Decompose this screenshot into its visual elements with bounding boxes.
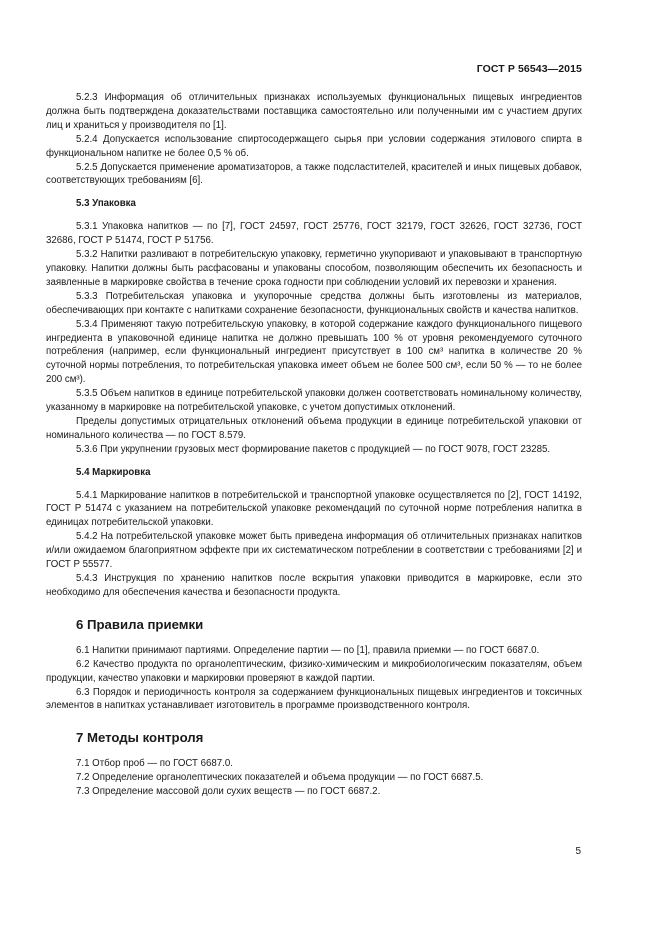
paragraph-7-1: 7.1 Отбор проб — по ГОСТ 6687.0. [76,758,233,770]
paragraph-7-3: 7.3 Определение массовой доли сухих веществ — по ГОСТ 6687.2. [76,786,381,798]
subheading-5-4: 5.4 Маркировка [76,466,151,478]
paragraph-5-4-2: 5.4.2 На потребительской упаковке может быть приведена информация об отличительных признаках напитков и/или ожидаемом благоприятном эффекте при их систематическом потреблении в соответствии с требованиями [2] и ГОСТ Р 55577. [46,531,582,571]
paragraph-6-3: 6.3 Порядок и периодичность контроля за содержанием функциональных пищевых ингредиентов и токсичных элементов в напитках устанавливает изготовитель в программе производственного контроля. [46,686,582,712]
document-body [46,91,582,799]
paragraph-5-4-3: 5.4.3 Инструкция по хранению напитков после вскрытия упаковки приводится в маркировке, если это необходимо для обеспечения качества и безопасности продукта. [46,573,582,598]
paragraph-5-3-6: 5.3.6 При укрупнении грузовых мест формирование пакетов с продукцией — по ГОСТ 9078, ГОСТ 23285. [76,443,551,455]
paragraph-5-3-2: 5.3.2 Напитки разливают в потребительскую упаковку, герметично укупоривают и упаковывают в транспортную упаковку. Напитки должны быть расфасованы и упакованы способом, позволяющим обеспечить их безопасность и заявленные в маркировке свойства в течение срока годности при соблюдении условий их перевозки и хранения. [46,249,582,288]
subheading-5-3: 5.3 Упаковка [76,198,136,210]
paragraph-6-2: 6.2 Качество продукта по органолептическим, физико-химическим и микробиологическим показателям, объем продукции, качество упаковки и маркировки проверяют в каждой партии. [46,658,582,684]
paragraph-5-3-3: 5.3.3 Потребительская упаковка и укупорочные средства должны быть изготовлены из материалов, обеспечивающих при контакте с напитками сохранение безопасности, функциональных свойств и качества напитков. [46,290,582,316]
page-number: 5 [575,846,581,857]
paragraph-7-2: 7.2 Определение органолептических показателей и объема продукции — по ГОСТ 6687.5. [76,772,484,784]
paragraph-6-1: 6.1 Напитки принимают партиями. Определение партии — по [1], правила приемки — по ГОСТ 6687.0. [76,644,540,656]
paragraph-5-2-4: 5.2.4 Допускается использование спиртосодержащего сырья при условии содержания этилового спирта в функциональном напитке не более 0,5 % об. [46,133,582,159]
document-code: ГОСТ Р 56543—2015 [476,63,582,75]
paragraph-5-2-5: 5.2.5 Допускается применение ароматизаторов, а также подсластителей, красителей и иных пищевых добавок, соответствующих требованиям [6]. [46,161,582,187]
paragraph-5-4-1: 5.4.1 Маркирование напитков в потребительской и транспортной упаковке осуществляется по [2], ГОСТ 14192, ГОСТ Р 51474 с указанием на потребительской упаковке рекомендаций по суточной норме потребления напитка в единицах потребительской упаковки. [46,489,582,529]
paragraph-5-3-4: 5.3.4 Применяют такую потребительскую упаковку, в которой содержание каждого функционального пищевого ингредиента в упаковочной единице напитка не должно превышать 100 % от уровня рекомендуемого суточного потребления (например, если функциональный ингредиент присутствует в 100 см³ напитка в количестве 20 % суточной нормы потребления, то потребительская упаковка имеет объем не более 500 см³, если 50 % — то не более 200 см³). [46,318,582,386]
section-heading-6: 6 Правила приемки [76,616,204,632]
paragraph-5-3-5-limits: Пределы допустимых отрицательных отклонений объема продукции в единице потребительской упаковки от номинального количества — по ГОСТ 8.579. [46,415,582,441]
section-heading-7: 7 Методы контроля [76,730,204,746]
paragraph-5-3-5: 5.3.5 Объем напитков в единице потребительской упаковки должен соответствовать номинальному количеству, указанному в маркировке на потребительской упаковке, с учетом допустимых отклонений. [46,388,582,414]
paragraph-5-2-3: 5.2.3 Информация об отличительных признаках используемых функциональных пищевых ингредиентов должна быть подтверждена доказательствами поставщика самостоятельно или полученными им с участием других лиц и храниться у производителя по [1]. [46,92,582,131]
paragraph-5-3-1: 5.3.1 Упаковка напитков — по [7], ГОСТ 24597, ГОСТ 25776, ГОСТ 32179, ГОСТ 32626, ГОСТ 32736, ГОСТ 32686, ГОСТ Р 51474, ГОСТ Р 51756. [46,221,582,247]
